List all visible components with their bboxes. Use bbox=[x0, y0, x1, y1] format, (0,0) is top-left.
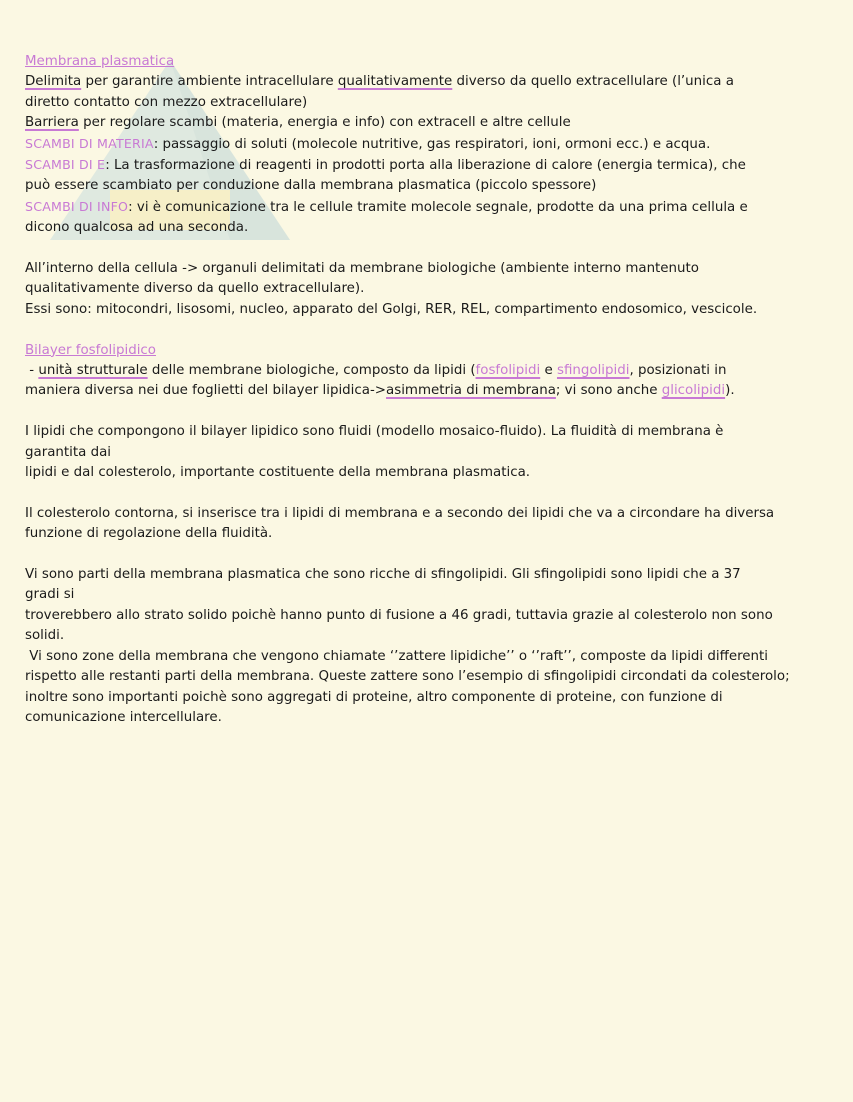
text-line: Essi sono: mitocondri, lisosomi, nucleo, apparato del Golgi, RER, REL, compartimento endosomico, vescicole. bbox=[25, 301, 758, 317]
text-line: Vi sono zone della membrana che vengono chiamate ‘’zattere lipidiche’’ o ‘’raft’’, composte da lipidi differenti bbox=[25, 648, 768, 664]
text-line: garantita dai bbox=[25, 444, 112, 460]
text-line: SCAMBI DI MATERIA: passaggio di soluti (molecole nutritive, gas respiratori, ioni, ormoni ecc.) e acqua. bbox=[25, 135, 711, 152]
text-line: rispetto alle restanti parti della membrana. Queste zattere sono l’esempio di sfingolipidi circondati da colesterolo; bbox=[25, 669, 790, 685]
text-line: Delimita per garantire ambiente intracellulare qualitativamente diverso da quello extracellulare (l’unica a bbox=[25, 74, 734, 90]
text-line: troverebbero allo strato solido poichè hanno punto di fusione a 46 gradi, tuttavia grazie al colesterolo non sono bbox=[25, 607, 773, 623]
text-line: dicono qualcosa ad una seconda. bbox=[25, 220, 249, 236]
document-body bbox=[25, 52, 825, 728]
text-line: SCAMBI DI E: La trasformazione di reagenti in prodotti porta alla liberazione di calore (energia termica), che bbox=[25, 157, 746, 174]
section-title-membrana: Membrana plasmatica bbox=[25, 54, 175, 69]
text-line: Barriera per regolare scambi (materia, energia e info) con extracell e altre cellule bbox=[25, 115, 571, 131]
section-title-bilayer: Bilayer fosfolipidico bbox=[25, 342, 156, 358]
text-line: comunicazione intercellulare. bbox=[25, 709, 222, 725]
text-line: inoltre sono importanti poichè sono aggregati di proteine, altro componente di proteine, con funzione di bbox=[25, 689, 723, 705]
text-line: - unità strutturale delle membrane biologiche, composto da lipidi (fosfolipidi e sfingolipidi, posizionati in bbox=[25, 363, 727, 379]
text-line: solidi. bbox=[25, 628, 65, 644]
text-line: funzione di regolazione della fluidità. bbox=[25, 526, 273, 542]
text-line: maniera diversa nei due foglietti del bilayer lipidica->asimmetria di membrana; vi sono anche glicolipidi). bbox=[25, 383, 735, 399]
text-line: può essere scambiato per conduzione dalla membrana plasmatica (piccolo spessore) bbox=[25, 178, 597, 194]
text-line: SCAMBI DI INFO: vi è comunicazione tra le cellule tramite molecole segnale, prodotte da una prima cellula e bbox=[25, 198, 748, 215]
text-line: Il colesterolo contorna, si inserisce tra i lipidi di membrana e a secondo dei lipidi che va a circondare ha diversa bbox=[25, 505, 775, 521]
text-line: I lipidi che compongono il bilayer lipidico sono fluidi (modello mosaico-fluido). La fluidità di membrana è bbox=[25, 424, 724, 440]
text-line: diretto contatto con mezzo extracellulare) bbox=[25, 94, 308, 110]
text-line: Vi sono parti della membrana plasmatica che sono ricche di sfingolipidi. Gli sfingolipidi sono lipidi che a 37 bbox=[25, 567, 741, 583]
text-line: lipidi e dal colesterolo, importante costituente della membrana plasmatica. bbox=[25, 465, 531, 481]
text-line: qualitativamente diverso da quello extracellulare). bbox=[25, 281, 365, 297]
text-line: All’interno della cellula -> organuli delimitati da membrane biologiche (ambiente interno mantenuto bbox=[25, 261, 699, 277]
text-line: gradi si bbox=[25, 587, 75, 603]
